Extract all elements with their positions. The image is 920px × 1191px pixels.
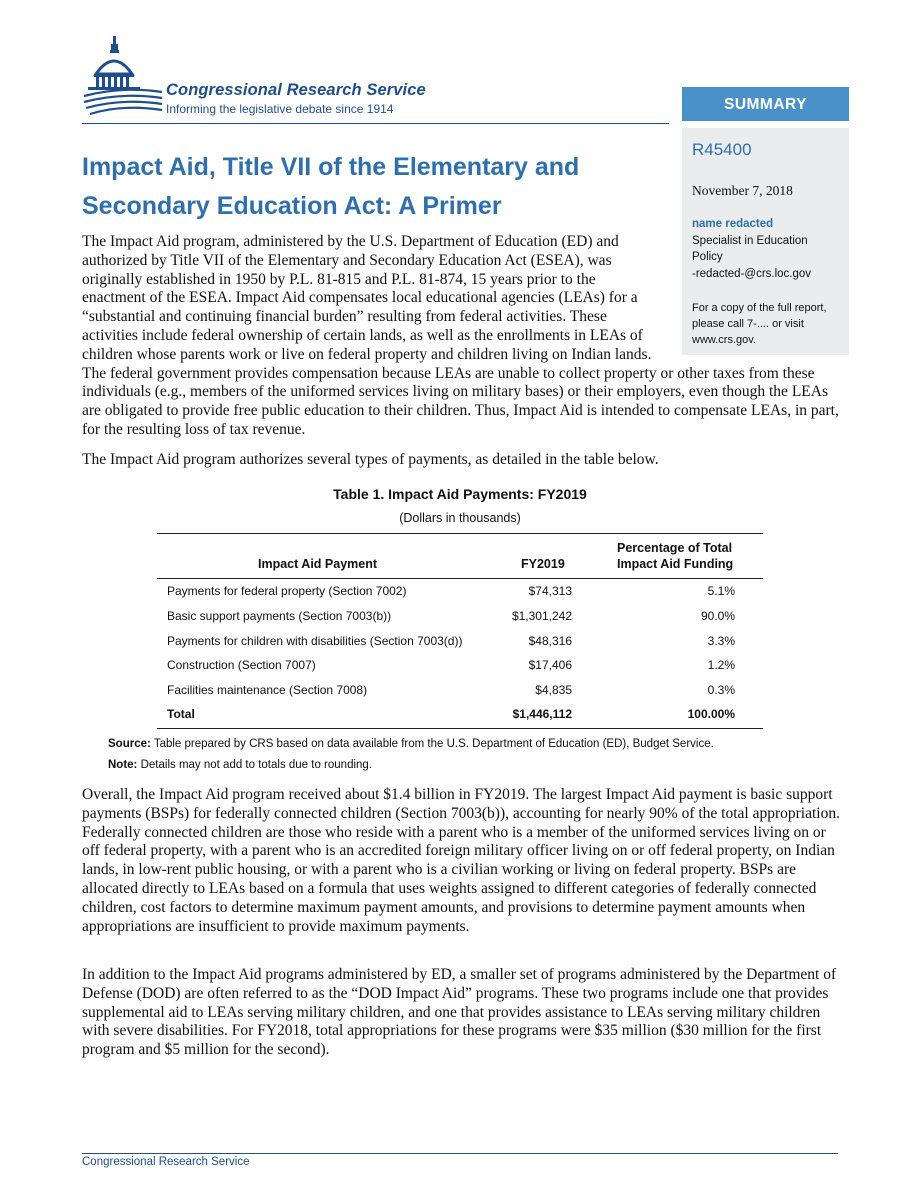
- org-name: Congressional Research Service: [166, 81, 426, 99]
- copy-info-line2: please call 7-.... or visit: [692, 318, 804, 330]
- summary-heading: SUMMARY: [682, 87, 849, 121]
- copy-info-link[interactable]: www.crs.gov.: [692, 334, 756, 346]
- dod-paragraph: In addition to the Impact Aid programs administered by ED, a smaller set of programs administered by the Department of Defense (DOD) are often referred to as the “DOD Impact Aid” programs. These two programs include one that provides supplemental aid to LEAs serving military children, and one that provides assistance to LEAs serving military children with severe disabilities. For FY2018, total appropriations for these programs were $35 million ($30 million for the first program and $5 million for the second).: [82, 966, 837, 1059]
- row-percentage: 3.3%: [707, 634, 735, 648]
- row-percentage: 90.0%: [700, 609, 735, 623]
- capitol-dome-icon: [82, 34, 164, 124]
- table-bottom-rule: [157, 728, 763, 729]
- intro-text: The Impact Aid program, administered by the U.S. Department of Education (ED) and authorized by Title VII of the Elementary and Secondary Education Act (ESEA), was originally established in 1950 by P.L. 81-815 and P.L. 81-874, 15 years prior to the enactment of the ESEA. Impact Aid compensates local educational agencies (LEAs) for a “substantial and continuing financial burden” resulting from federal activities. These activities include federal ownership of certain lands, as well as the enrollments in LEAs of children whose parents work or live on federal property and children living on Indian lands. The federal government provides compensation because LEAs are unable to collect property or other taxes from these individuals (e.g., members of the uniformed services living on military bases) or their employers, even though the LEAs are obligated to provide free public education to their children. Thus, Impact Aid is intended to compensate LEAs, in part, for the resulting loss of tax revenue.: [82, 233, 839, 438]
- table-top-rule: [157, 533, 763, 534]
- report-number: R45400: [692, 140, 752, 159]
- author-email: -redacted-@crs.loc.gov: [692, 268, 812, 280]
- sidebar-wrap-space: [662, 233, 840, 357]
- row-label: Facilities maintenance (Section 7008): [167, 683, 368, 697]
- source-label: Source:: [108, 738, 151, 750]
- total-percentage: 100.00%: [687, 707, 735, 721]
- footer-org-name: Congressional Research Service: [82, 1156, 250, 1168]
- copy-info-line1: For a copy of the full report,: [692, 302, 827, 314]
- row-amount: $17,406: [528, 658, 572, 672]
- intro-paragraph: [82, 233, 840, 440]
- footer-divider: [82, 1153, 838, 1154]
- header-divider: [82, 123, 669, 124]
- row-label: Payments for federal property (Section 7002): [167, 584, 407, 598]
- header-percentage-line2: Impact Aid Funding: [617, 557, 734, 571]
- total-label: Total: [167, 707, 195, 721]
- row-amount: $48,316: [528, 634, 572, 648]
- row-label: Payments for children with disabilities (Section 7003(d)): [167, 634, 463, 648]
- header-percentage-line1: Percentage of Total: [617, 541, 733, 555]
- table-source: [108, 738, 714, 750]
- table-note: [108, 759, 372, 771]
- author-name: name redacted: [692, 218, 774, 230]
- page-title: Impact Aid, Title VII of the Elementary and Secondary Education Act: A Primer: [82, 153, 580, 220]
- table-subtitle: (Dollars in thousands): [399, 511, 521, 525]
- total-amount: $1,446,112: [512, 707, 572, 721]
- table-header-rule: [157, 578, 763, 579]
- author-title-line2: Policy: [692, 251, 723, 263]
- note-text: Details may not add to totals due to rounding.: [140, 759, 373, 771]
- row-amount: $1,301,242: [511, 609, 572, 623]
- note-label: Note:: [108, 759, 138, 771]
- header-payment: Impact Aid Payment: [258, 557, 378, 571]
- crs-logo: [82, 34, 482, 124]
- row-amount: $4,835: [535, 683, 572, 697]
- header-fy2019: FY2019: [521, 557, 565, 571]
- source-text: Table prepared by CRS based on data available from the U.S. Department of Education (ED), Budget Service.: [153, 738, 714, 750]
- row-percentage: 0.3%: [707, 683, 735, 697]
- overall-paragraph: Overall, the Impact Aid program received about $1.4 billion in FY2019. The largest Impact Aid payment is basic support payments (BSPs) for federally connected children (Section 7003(b)), accounting for nearly 90% of the total appropriation. Federally connected children are those who reside with a parent who is a member of the uniformed services living on or off federal property, with a parent who is an accredited foreign military officer living on or off federal property, on Indian lands, in low-rent public housing, or with a parent who is a civilian working or living on federal property. BSPs are allocated directly to LEAs based on a formula that uses weights assigned to different categories of federally connected children, cost factors to determine maximum payment amounts, and provisions to determine payment amounts when appropriations are insufficient to provide maximum payments.: [82, 786, 840, 935]
- table-title: Table 1. Impact Aid Payments: FY2019: [333, 486, 587, 502]
- author-title-line1: Specialist in Education: [692, 235, 808, 247]
- row-label: Basic support payments (Section 7003(b)): [167, 609, 392, 623]
- row-label: Construction (Section 7007): [167, 658, 316, 672]
- row-percentage: 1.2%: [707, 658, 735, 672]
- payment-types-paragraph: The Impact Aid program authorizes several types of payments, as detailed in the table below.: [82, 451, 659, 468]
- org-tagline: Informing the legislative debate since 1914: [166, 102, 394, 116]
- row-percentage: 5.1%: [707, 584, 735, 598]
- row-amount: $74,313: [528, 584, 572, 598]
- report-date: November 7, 2018: [692, 183, 793, 198]
